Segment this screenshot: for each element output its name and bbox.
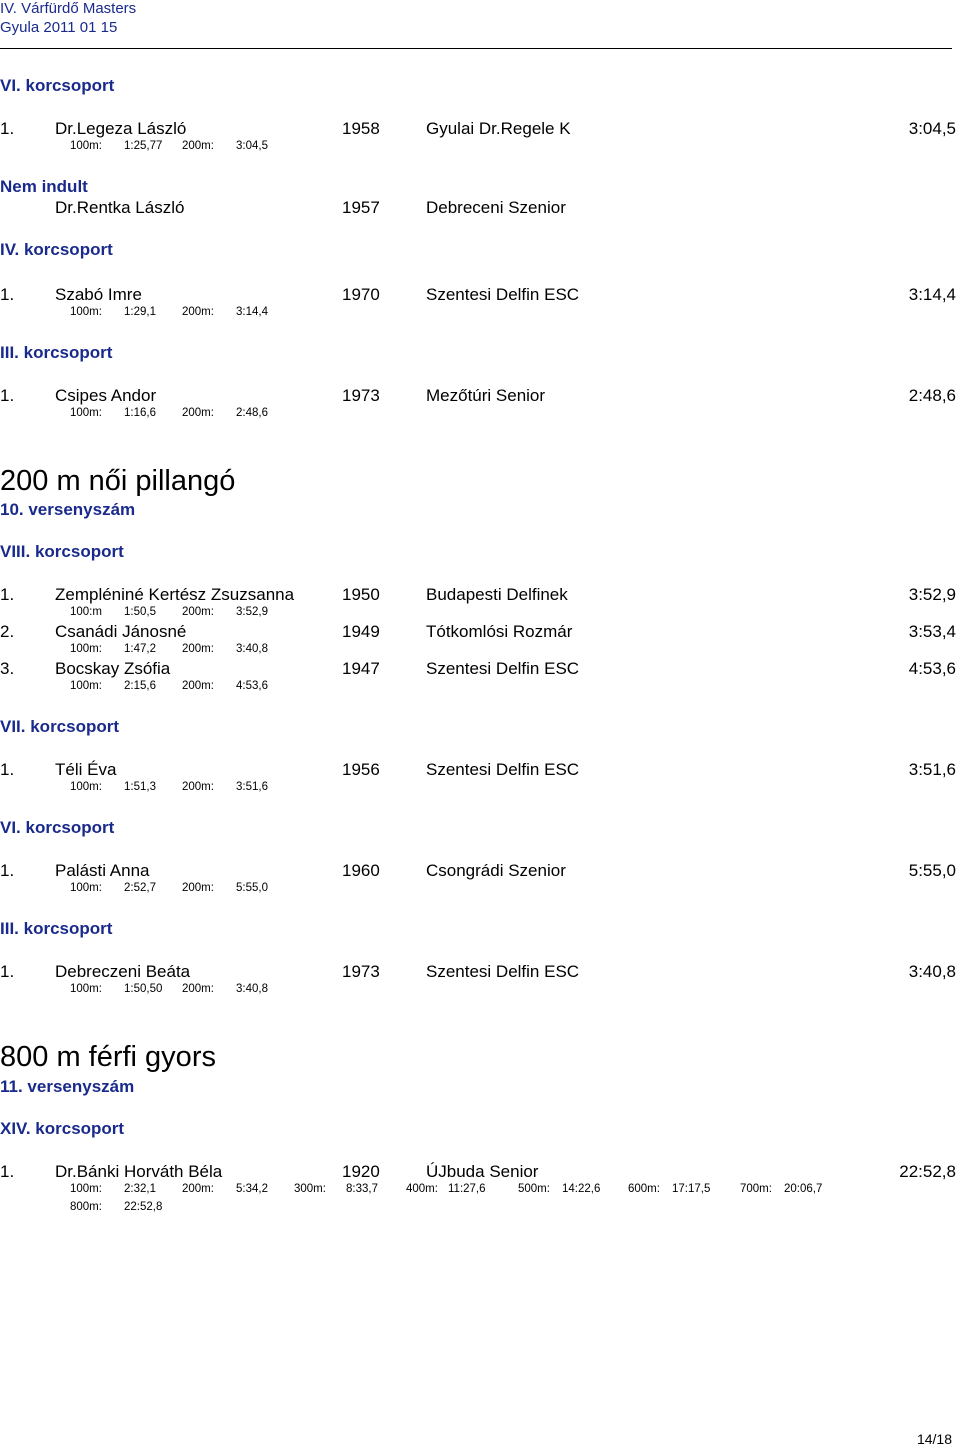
split-value: 800m: <box>70 1201 102 1213</box>
age-group-heading-block <box>0 542 960 562</box>
club-name: Gyulai Dr.Regele K <box>426 119 571 138</box>
split-value: 3:52,9 <box>236 606 268 618</box>
split-value: 200m: <box>182 140 214 152</box>
swimmer-name: Dr.Bánki Horváth Béla <box>55 1162 223 1181</box>
swimmer-name: Téli Éva <box>55 760 117 779</box>
split-value: 200m: <box>182 1183 214 1195</box>
split-value: 100m: <box>70 306 102 318</box>
result-place: 1. <box>0 962 15 981</box>
split-value: 4:53,6 <box>236 680 268 692</box>
age-group-heading-block <box>0 717 960 737</box>
club-name: ÚJbuda Senior <box>426 1162 539 1181</box>
birth-year: 1949 <box>342 622 380 641</box>
split-value: 600m: <box>628 1183 660 1195</box>
split-value: 200m: <box>182 680 214 692</box>
document-subtitle: Gyula 2011 01 15 <box>0 19 118 36</box>
split-value: 2:48,6 <box>236 407 268 419</box>
split-value: 1:51,3 <box>124 781 156 793</box>
club-name: Budapesti Delfinek <box>426 585 568 604</box>
result-entry <box>0 861 960 900</box>
result-entry <box>0 198 960 219</box>
split-value: 17:17,5 <box>672 1183 711 1195</box>
split-value: 3:40,8 <box>236 983 268 995</box>
final-time: 3:40,8 <box>908 962 956 981</box>
split-value: 11:27,6 <box>448 1183 486 1195</box>
split-value: 2:15,6 <box>124 680 156 692</box>
split-times <box>0 680 960 698</box>
age-group-heading-block <box>0 76 960 96</box>
result-entry <box>0 962 960 1001</box>
final-time: 5:55,0 <box>908 861 956 880</box>
split-times <box>0 1201 960 1219</box>
swimmer-name: Szabó Imre <box>55 285 142 304</box>
split-value: 400m: <box>406 1183 438 1195</box>
swimmer-name: Csanádi Jánosné <box>55 622 187 641</box>
birth-year: 1947 <box>342 659 380 678</box>
result-place: 1. <box>0 585 15 604</box>
result-entry <box>0 659 960 698</box>
swimmer-name: Dr.Rentka László <box>55 198 185 217</box>
event-title: 800 m férfi gyors <box>0 1041 216 1073</box>
result-place: 1. <box>0 386 15 405</box>
split-value: 200m: <box>182 643 214 655</box>
age-group-heading: III. korcsoport <box>0 919 113 938</box>
split-value: 200m: <box>182 606 214 618</box>
header-divider <box>0 48 952 49</box>
result-row <box>0 622 960 643</box>
split-value: 3:40,8 <box>236 643 268 655</box>
event-title-block <box>0 465 960 498</box>
result-place: 1. <box>0 119 15 138</box>
final-time: 2:48,6 <box>908 386 956 405</box>
birth-year: 1950 <box>342 585 380 604</box>
split-value: 200m: <box>182 306 214 318</box>
split-value: 100m: <box>70 407 102 419</box>
club-name: Mezőtúri Senior <box>426 386 546 405</box>
result-place: 1. <box>0 861 15 880</box>
club-name: Szentesi Delfin ESC <box>426 760 580 779</box>
split-value: 3:51,6 <box>236 781 268 793</box>
result-place: 2. <box>0 622 15 641</box>
split-times <box>0 882 960 900</box>
split-times <box>0 983 960 1001</box>
event-number: 11. versenyszám <box>0 1077 135 1096</box>
split-value: 100m: <box>70 680 102 692</box>
event-number-block <box>0 1077 960 1097</box>
split-value: 700m: <box>740 1183 772 1195</box>
split-value: 200m: <box>182 781 214 793</box>
split-value: 2:52,7 <box>124 882 156 894</box>
split-value: 100m: <box>70 882 102 894</box>
split-value: 5:34,2 <box>236 1183 268 1195</box>
age-group-heading-block <box>0 240 960 260</box>
birth-year: 1970 <box>342 285 380 304</box>
result-row <box>0 1162 960 1183</box>
club-name: Szentesi Delfin ESC <box>426 285 580 304</box>
swimmer-name: Bocskay Zsófia <box>55 659 171 678</box>
result-row <box>0 585 960 606</box>
event-number: 10. versenyszám <box>0 500 136 519</box>
split-value: 5:55,0 <box>236 882 268 894</box>
club-name: Debreceni Szenior <box>426 198 566 217</box>
event-number-block <box>0 500 960 520</box>
birth-year: 1957 <box>342 198 380 217</box>
age-group-heading-block <box>0 818 960 838</box>
age-group-heading: III. korcsoport <box>0 343 113 362</box>
final-time: 3:51,6 <box>908 760 956 779</box>
result-row <box>0 119 960 140</box>
split-value: 200m: <box>182 983 214 995</box>
split-value: 100m: <box>70 781 102 793</box>
final-time: 3:53,4 <box>908 622 956 641</box>
result-entry <box>0 1162 960 1219</box>
club-name: Tótkomlósi Rozmár <box>426 622 573 641</box>
birth-year: 1956 <box>342 760 380 779</box>
result-row <box>0 861 960 882</box>
age-group-heading: VI. korcsoport <box>0 818 115 837</box>
result-place: 1. <box>0 285 15 304</box>
split-value: 3:04,5 <box>236 140 268 152</box>
result-place: 3. <box>0 659 15 678</box>
split-value: 500m: <box>518 1183 550 1195</box>
result-place: 1. <box>0 760 15 779</box>
final-time: 22:52,8 <box>899 1162 956 1181</box>
result-entry <box>0 285 960 324</box>
age-group-heading: VIII. korcsoport <box>0 542 124 561</box>
result-entry <box>0 622 960 661</box>
split-times <box>0 407 960 425</box>
split-value: 100m: <box>70 983 102 995</box>
result-row <box>0 760 960 781</box>
age-group-heading: XIV. korcsoport <box>0 1119 125 1138</box>
split-value: 1:25,77 <box>124 140 163 152</box>
result-row <box>0 962 960 983</box>
swimmer-name: Csipes Andor <box>55 386 157 405</box>
age-group-heading-block <box>0 1119 960 1139</box>
split-value: 1:50,5 <box>124 606 156 618</box>
age-group-heading: VI. korcsoport <box>0 76 115 95</box>
birth-year: 1973 <box>342 386 380 405</box>
swimmer-name: Dr.Legeza László <box>55 119 187 138</box>
split-value: 1:50,50 <box>124 983 163 995</box>
result-entry <box>0 585 960 624</box>
final-time: 4:53,6 <box>908 659 956 678</box>
final-time: 3:52,9 <box>908 585 956 604</box>
age-group-heading: IV. korcsoport <box>0 240 113 259</box>
split-value: 8:33,7 <box>346 1183 378 1195</box>
final-time: 3:04,5 <box>908 119 956 138</box>
split-value: 1:29,1 <box>124 306 156 318</box>
result-row <box>0 659 960 680</box>
split-times <box>0 306 960 324</box>
age-group-heading-block <box>0 919 960 939</box>
document-title: IV. Várfürdő Masters <box>0 0 137 17</box>
split-value: 100:m <box>70 606 102 618</box>
birth-year: 1973 <box>342 962 380 981</box>
club-name: Szentesi Delfin ESC <box>426 962 580 981</box>
split-value: 100m: <box>70 140 102 152</box>
result-entry <box>0 386 960 425</box>
split-value: 200m: <box>182 407 214 419</box>
result-row <box>0 386 960 407</box>
club-name: Csongrádi Szenior <box>426 861 566 880</box>
page-number: 14/18 <box>916 1431 952 1447</box>
split-value: 22:52,8 <box>124 1201 163 1213</box>
split-value: 2:32,1 <box>124 1183 156 1195</box>
result-row <box>0 198 960 219</box>
birth-year: 1920 <box>342 1162 380 1181</box>
split-value: 3:14,4 <box>236 306 268 318</box>
split-value: 14:22,6 <box>562 1183 601 1195</box>
split-times <box>0 781 960 799</box>
swimmer-name: Debreczeni Beáta <box>55 962 191 981</box>
split-value: 100m: <box>70 643 102 655</box>
age-group-heading-block <box>0 177 960 197</box>
split-value: 100m: <box>70 1183 102 1195</box>
split-value: 20:06,7 <box>784 1183 823 1195</box>
result-entry <box>0 119 960 158</box>
split-times <box>0 1183 960 1201</box>
split-value: 1:16,6 <box>124 407 156 419</box>
swimmer-name: Palásti Anna <box>55 861 150 880</box>
final-time: 3:14,4 <box>908 285 956 304</box>
split-value: 1:47,2 <box>124 643 156 655</box>
age-group-heading-block <box>0 343 960 363</box>
birth-year: 1960 <box>342 861 380 880</box>
age-group-heading: VII. korcsoport <box>0 717 120 736</box>
split-value: 300m: <box>294 1183 326 1195</box>
swimmer-name: Zempléniné Kertész Zsuzsanna <box>55 585 295 604</box>
split-times <box>0 140 960 158</box>
result-entry <box>0 760 960 799</box>
result-row <box>0 285 960 306</box>
birth-year: 1958 <box>342 119 380 138</box>
result-place: 1. <box>0 1162 15 1181</box>
club-name: Szentesi Delfin ESC <box>426 659 580 678</box>
event-title: 200 m női pillangó <box>0 465 236 497</box>
age-group-heading: Nem indult <box>0 177 88 196</box>
event-title-block <box>0 1041 960 1074</box>
split-value: 200m: <box>182 882 214 894</box>
